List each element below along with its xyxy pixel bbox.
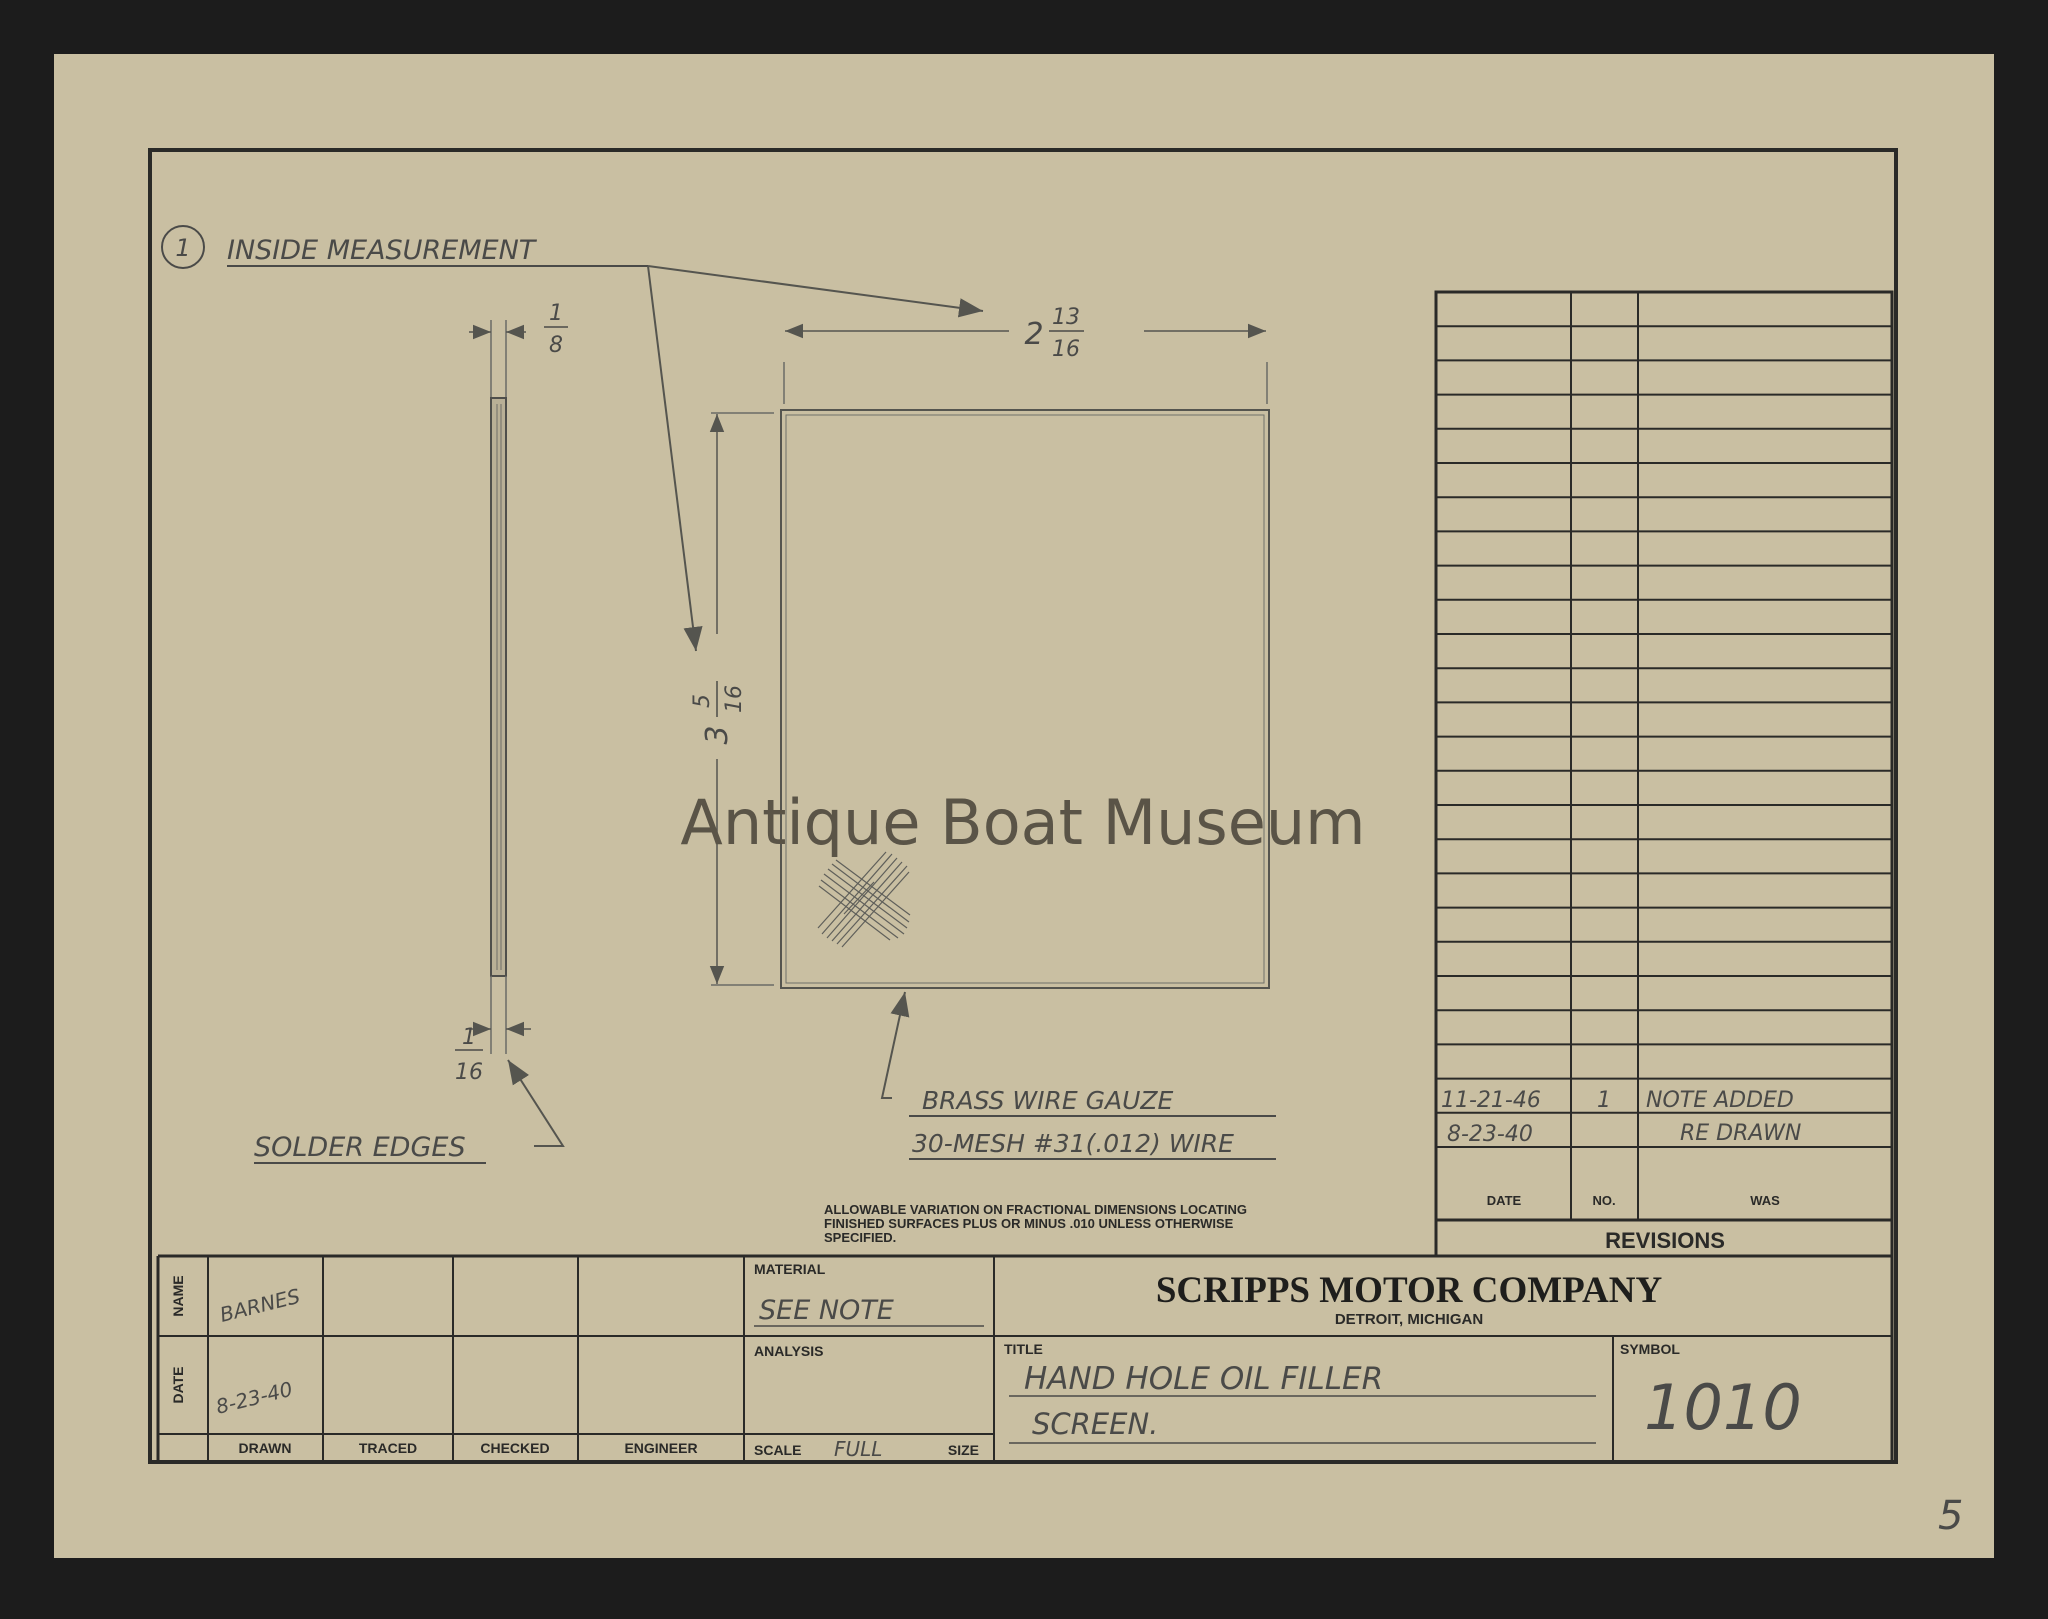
front-view xyxy=(690,305,1276,1159)
width-num: 13 xyxy=(1052,305,1080,330)
title-line-1: HAND HOLE OIL FILLER xyxy=(1024,1361,1384,1397)
thickness-num: 1 xyxy=(549,301,563,326)
rev-no-header: NO. xyxy=(1592,1193,1616,1208)
tolerance-note-1: ALLOWABLE VARIATION ON FRACTIONAL DIMENSIONS LOCATING xyxy=(824,1202,1247,1217)
title-label: TITLE xyxy=(1004,1341,1043,1357)
drawn-date: 8-23-40 xyxy=(213,1376,295,1419)
engineer-label: ENGINEER xyxy=(624,1440,698,1456)
solder-leader xyxy=(508,1060,563,1146)
note-number: 1 xyxy=(175,234,191,262)
edge-den: 16 xyxy=(455,1060,483,1085)
symbol-value: 1010 xyxy=(1644,1371,1802,1444)
analysis-label: ANALYSIS xyxy=(754,1343,824,1359)
rev-was-header: WAS xyxy=(1750,1193,1780,1208)
gauze-label-1: BRASS WIRE GAUZE xyxy=(922,1086,1174,1115)
revisions-title: REVISIONS xyxy=(1605,1228,1725,1253)
drawing-sheet xyxy=(54,54,1994,1558)
gauze-label-2: 30-MESH #31(.012) WIRE xyxy=(912,1129,1234,1158)
rev-date-header: DATE xyxy=(1486,1193,1522,1208)
revision-row-lines xyxy=(1436,326,1892,1147)
solder-edges-label: SOLDER EDGES xyxy=(254,1132,466,1163)
gauze-leader xyxy=(882,992,905,1098)
title-line-2: SCREEN. xyxy=(1032,1407,1159,1441)
gauze-hatch xyxy=(818,852,910,947)
name-label: NAME xyxy=(170,1275,186,1317)
edge-num: 1 xyxy=(462,1025,476,1050)
height-num: 5 xyxy=(690,694,715,708)
date-label: DATE xyxy=(170,1366,186,1404)
rev-row-2-was: RE DRAWN xyxy=(1680,1121,1802,1146)
width-whole: 2 xyxy=(1024,317,1044,352)
size-label: SIZE xyxy=(947,1442,979,1458)
rev-row-1-was: NOTE ADDED xyxy=(1646,1088,1794,1113)
engineering-drawing xyxy=(54,54,1994,1558)
tolerance-note-2: FINISHED SURFACES PLUS OR MINUS .010 UNLESS OTHERWISE xyxy=(824,1216,1234,1231)
scale-label: SCALE xyxy=(754,1442,802,1458)
tolerance-note-3: SPECIFIED. xyxy=(824,1230,897,1245)
material-value: SEE NOTE xyxy=(759,1295,894,1326)
watermark: Antique Boat Museum xyxy=(680,786,1366,859)
side-view xyxy=(254,301,568,1163)
height-den: 16 xyxy=(722,685,747,713)
revisions-table xyxy=(1436,292,1892,1256)
checked-label: CHECKED xyxy=(480,1440,550,1456)
rev-row-2-date: 8-23-40 xyxy=(1447,1122,1533,1147)
inside-measurement-note xyxy=(162,226,983,651)
leader-to-height xyxy=(648,266,696,651)
leader-to-width xyxy=(648,266,983,311)
traced-label: TRACED xyxy=(358,1440,418,1456)
company-location: DETROIT, MICHIGAN xyxy=(1334,1311,1484,1328)
rev-row-1-no: 1 xyxy=(1597,1088,1611,1113)
scale-value: FULL xyxy=(834,1437,883,1461)
thickness-den: 8 xyxy=(549,333,563,358)
side-view-screen xyxy=(491,398,506,976)
symbol-label: SYMBOL xyxy=(1620,1341,1680,1357)
material-label: MATERIAL xyxy=(754,1261,826,1277)
page-mark: 5 xyxy=(1938,1493,1964,1539)
height-whole: 3 xyxy=(700,725,735,745)
drawn-label: DRAWN xyxy=(238,1440,292,1456)
screen-outline xyxy=(781,410,1269,988)
company-name: SCRIPPS MOTOR COMPANY xyxy=(1155,1270,1663,1311)
note-text: INSIDE MEASUREMENT xyxy=(227,235,536,266)
title-block xyxy=(158,1256,1892,1462)
width-den: 16 xyxy=(1052,337,1080,362)
drawn-name: BARNES xyxy=(217,1283,303,1327)
rev-row-1-date: 11-21-46 xyxy=(1441,1088,1541,1113)
